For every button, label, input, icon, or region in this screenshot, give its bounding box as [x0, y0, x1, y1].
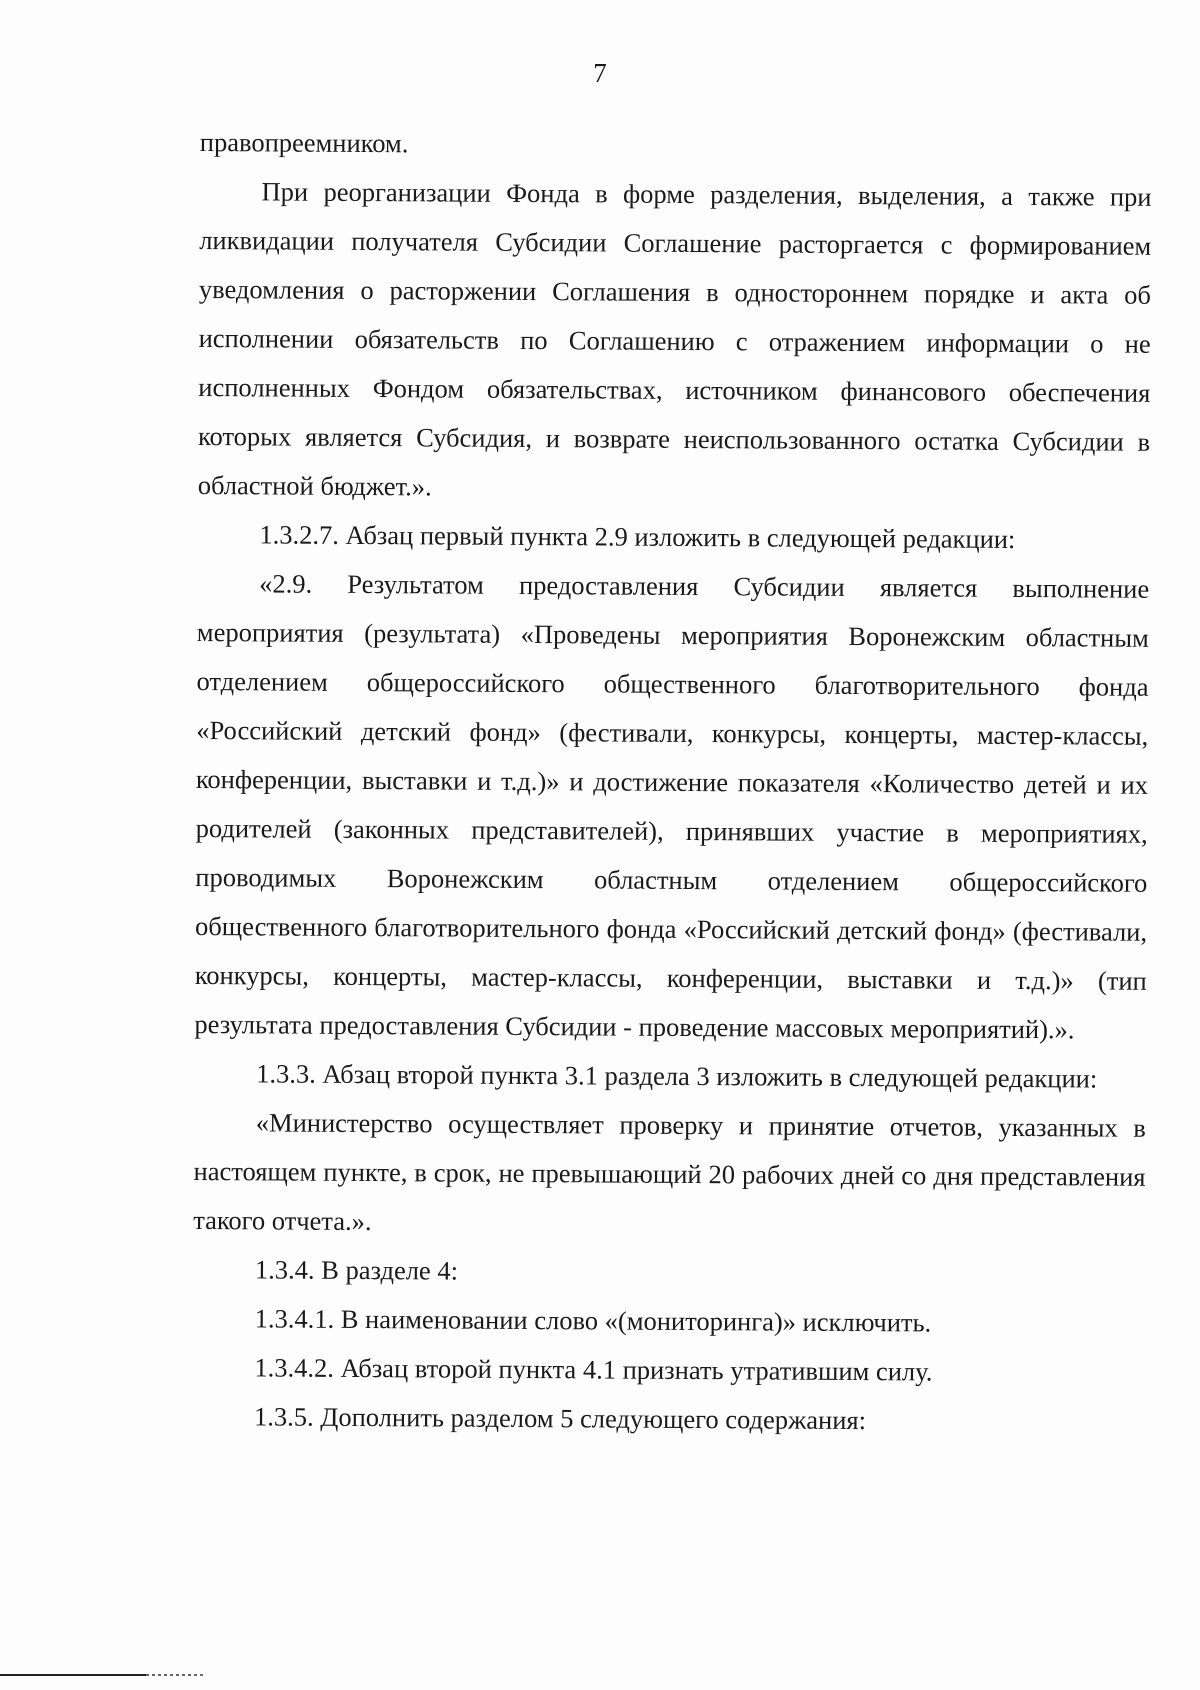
document-body: [192, 118, 1152, 1447]
footer-rule-dotted: [146, 1674, 206, 1676]
paragraph-reorganization: При реорганизации Фонда в форме разделения, выделения, а также при ликвидации получателя Субсидии Соглашение расторгается с формированием уведомления о расторжении Соглашения в одностороннем порядке и акта об исполнении обязательств по Соглашению с отражением информации о не исполненных Фондом обязательствах, источником финансового обеспечения которых является Субсидия, и возврате неиспользованного остатка Субсидии в областной бюджет.».: [197, 176, 1152, 502]
paragraph-1-3-4-2: 1.3.4.2. Абзац второй пункта 4.1 признать утратившим силу.: [254, 1352, 933, 1387]
page-number: 7: [593, 58, 607, 88]
paragraph-1-3-4-1: 1.3.4.1. В наименовании слово «(мониторинга)» исключить.: [254, 1303, 932, 1338]
footer-rule: [0, 1674, 146, 1676]
paragraph-ministry-review: «Министерство осуществляет проверку и принятие отчетов, указанных в настоящем пункте, в срок, не превышающий 20 рабочих дней со дня представления такого отчета.».: [193, 1107, 1146, 1237]
paragraph-continuation: правопреемником.: [199, 126, 409, 159]
paragraph-1-3-4: 1.3.4. В разделе 4:: [254, 1254, 459, 1286]
paragraph-1-3-5: 1.3.5. Дополнить разделом 5 следующего содержания:: [253, 1401, 867, 1436]
paragraph-1-3-3: 1.3.3. Абзац второй пункта 3.1 раздела 3 изложить в следующей редакции:: [256, 1058, 1098, 1094]
paragraph-2-9-result: «2.9. Результатом предоставления Субсидии является выполнение мероприятия (результата) «Проведены мероприятия Воронежским областным отделением общероссийского общественного благотворительного фонда «Российский детский фонд» (фестивали, конкурсы, концерты, мастер-классы, конференции, выставки и т.д.)» и достижение показателя «Количество детей и их родителей (законных представителей), принявших участие в мероприятиях, проводимых Воронежским областным отделением общероссийского общественного благотворительного фонда «Российский детский фонд» (фестивали, конкурсы, концерты, мастер-классы, конференции, выставки и т.д.)» (тип результата предоставления Субсидии - проведение массовых мероприятий).».: [194, 568, 1150, 1045]
paragraph-1-3-2-7: 1.3.2.7. Абзац первый пункта 2.9 изложить в следующей редакции:: [259, 519, 1016, 554]
